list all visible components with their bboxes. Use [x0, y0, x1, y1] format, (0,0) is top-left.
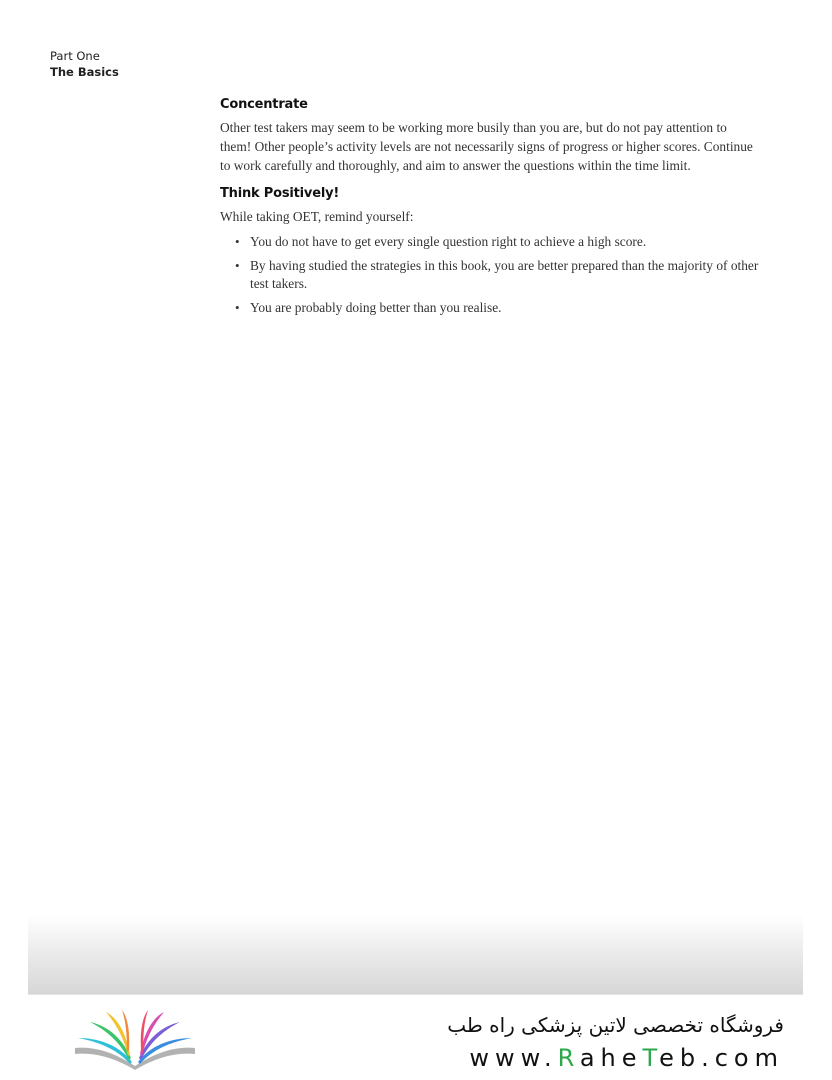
url-mid: ahe [579, 1044, 643, 1072]
heading-concentrate: Concentrate [220, 97, 308, 112]
bullet-icon: • [235, 299, 240, 315]
footer-divider [28, 994, 803, 995]
url-t: T [642, 1044, 660, 1072]
list-item-text: You are probably doing better than you realise. [250, 299, 502, 315]
url-prefix: www. [469, 1044, 558, 1072]
list-item [220, 299, 760, 317]
list-item-text: By having studied the strategies in this book, you are better prepared than the majority of other test takers. [250, 257, 759, 291]
running-head [50, 48, 119, 80]
url-r: R [557, 1044, 580, 1072]
bullet-icon: • [235, 233, 240, 249]
open-book-rainbow-icon [70, 1008, 200, 1076]
store-url[interactable] [469, 1044, 784, 1072]
list-item [220, 233, 760, 251]
paragraph-intro: While taking OET, remind yourself: [220, 208, 414, 224]
section-label: The Basics [50, 65, 119, 79]
list-item-text: You do not have to get every single question right to achieve a high score. [250, 233, 647, 249]
footer-shade [28, 915, 803, 995]
page-content [220, 97, 760, 323]
bullet-icon: • [235, 257, 240, 273]
heading-think-positively: Think Positively! [220, 185, 340, 201]
paragraph-concentrate: Other test takers may seem to be working more busily than you are, but do not pay attention to them! Other people’s activity levels are not necessarily signs of progress or higher scores. Continue to work carefully and thoroughly, and aim to answer the questions within the time limit. [220, 120, 753, 174]
part-label: Part One [50, 49, 100, 63]
url-suffix: eb.com [659, 1044, 784, 1072]
list-item [220, 257, 760, 293]
bullet-list [220, 233, 760, 317]
store-tagline: فروشگاه تخصصی لاتین پزشکی راه طب [447, 1013, 784, 1037]
